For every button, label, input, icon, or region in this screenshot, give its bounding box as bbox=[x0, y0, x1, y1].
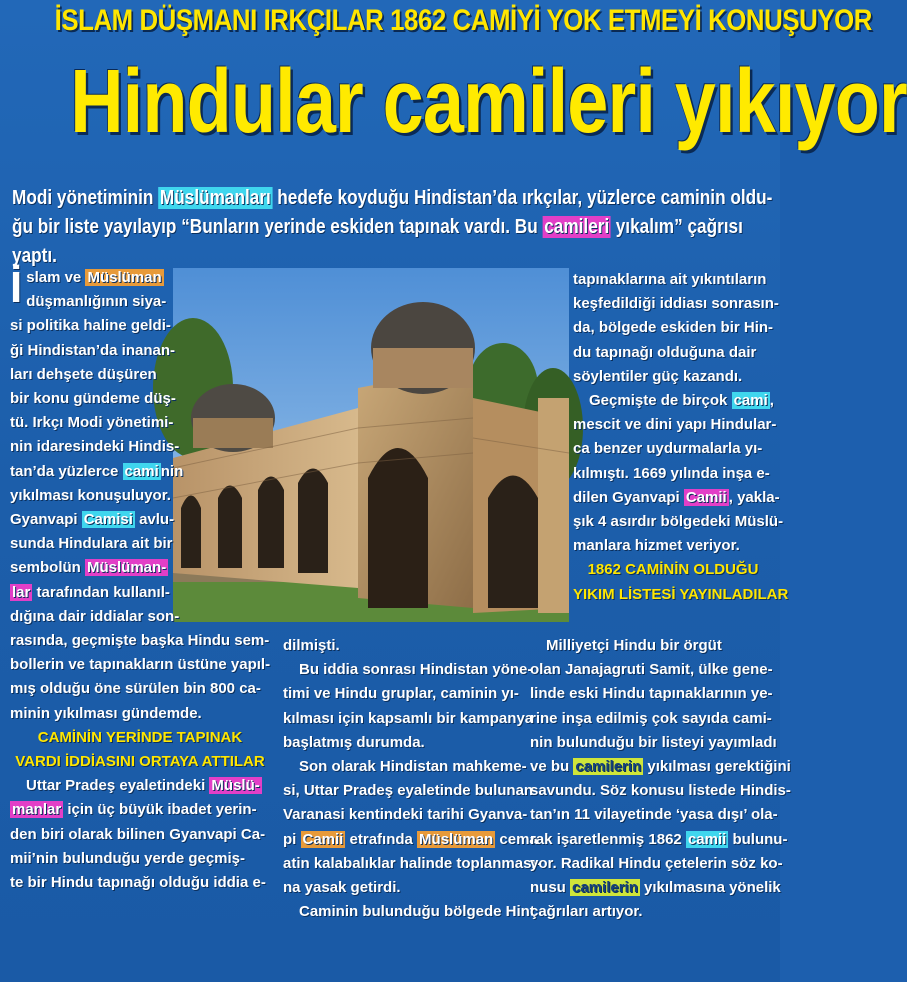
col1-line: Gyanvapi Camisi avlu- bbox=[10, 511, 175, 529]
col1-line: nin idaresindeki Hindis- bbox=[10, 438, 180, 456]
main-headline: Hindular camileri yıkıyor bbox=[70, 52, 907, 152]
subheading-2a: 1862 CAMİNİN OLDUĞU bbox=[587, 561, 759, 579]
col1-line-1: İslam ve Müslüman bbox=[10, 263, 162, 312]
col1-line: den biri olarak bilinen Gyanvapi Ca- bbox=[10, 825, 266, 843]
col1-line: Uttar Pradeş eyaletindeki Müslü- bbox=[26, 777, 260, 795]
col3-line: nusu camilerin yıkılmasına yönelik bbox=[530, 879, 781, 897]
col1-line: yıkılması konuşuluyor. bbox=[10, 486, 171, 504]
col2-line: Varanasi kentindeki tarihi Gyanva- bbox=[283, 806, 528, 824]
col3-line: çağrıları artıyor. bbox=[530, 903, 643, 921]
col1-line: manlar için üç büyük ibadet yerin- bbox=[12, 801, 257, 819]
col1-line: sunda Hindulara ait bir bbox=[10, 535, 173, 553]
col1-line: te bir Hindu tapınağı olduğu iddia e- bbox=[10, 874, 266, 892]
col1-line: rasında, geçmişte başka Hindu sem- bbox=[10, 632, 270, 649]
kicker-headline: İSLAM DÜŞMANI IRKÇILAR 1862 CAMİYİ YOK ETMEYİ KONUŞUYOR bbox=[54, 4, 872, 37]
col1-line: lar tarafından kullanıl- bbox=[12, 583, 170, 601]
lead-line-1: Modi yönetiminin Müslümanları hedefe koyduğu Hindistan’da ırkçılar, yüzlerce caminin oldu- bbox=[12, 187, 773, 209]
col3-line: olan Janajagruti Samit, ülke gene- bbox=[530, 661, 773, 679]
col3-line: dilen Gyanvapi Camii , yakla- bbox=[573, 488, 780, 506]
col1-line: si politika haline geldi- bbox=[10, 317, 171, 335]
col3-line: manlara hizmet veriyor. bbox=[573, 537, 740, 555]
column-left bbox=[10, 263, 250, 629]
col1-line: ği Hindistan’da inanan- bbox=[10, 341, 176, 359]
col3-line: keşfedildiği iddiası sonrasın- bbox=[573, 295, 779, 313]
col1-line: minin yıkılması gündemde. bbox=[10, 704, 202, 722]
column-right-lower bbox=[530, 634, 791, 924]
col3-line: şık 4 asırdır bölgedeki Müslü- bbox=[573, 513, 784, 531]
col3-line: tapınaklarına ait yıkıntıların bbox=[573, 271, 767, 288]
col3-line: savundu. Söz konusu listede Hindis- bbox=[530, 782, 791, 800]
col1-line: ları dehşete düşüren bbox=[10, 365, 157, 383]
col3-line: ca benzer uydurmalarla yı- bbox=[573, 440, 763, 458]
col2-line: pi Camii etrafında Müslüman cema- bbox=[283, 830, 543, 848]
column-left-lower bbox=[10, 629, 270, 895]
col3-line: tan’ın 11 vilayetinde ‘yasa dışı’ ola- bbox=[530, 806, 778, 824]
col3-line: söylentiler güç kazandı. bbox=[573, 367, 743, 385]
col1-line: düşmanlığının siya- bbox=[26, 293, 167, 311]
col2-line: dilmişti. bbox=[283, 637, 340, 654]
col2-line: Son olarak Hindistan mahkeme- bbox=[299, 758, 527, 776]
lead-paragraph bbox=[12, 184, 777, 271]
col3-line: rak işaretlenmiş 1862 camii bulunu- bbox=[530, 830, 788, 848]
col1-line: mii’nin bulunduğu yerde geçmiş- bbox=[10, 849, 246, 867]
col3-line: yor. Radikal Hindu çetelerin söz ko- bbox=[530, 854, 783, 872]
col1-line: bir konu gündeme düş- bbox=[10, 390, 176, 408]
lead-line-2: ğu bir liste yayılayıp “Bunların yerinde eskiden tapınak vardı. Bu camileri yıkalım” çağrısı yaptı. bbox=[12, 216, 743, 267]
col3-line: rine inşa edilmiş çok sayıda cami- bbox=[530, 709, 772, 727]
column-right bbox=[573, 268, 789, 607]
col3-line: Geçmişte de birçok cami , bbox=[589, 392, 774, 410]
col3-line: Milliyetçi Hindu bir örgüt bbox=[546, 637, 722, 654]
col3-line: kılmıştı. 1669 yılında inşa e- bbox=[573, 464, 770, 482]
col1-line: tü. Irkçı Modi yönetimi- bbox=[10, 414, 174, 432]
subheading-1b: VARDI İDDİASINI ORTAYA ATTILAR bbox=[15, 753, 265, 771]
col1-line: bollerin ve tapınakların üstüne yapıl- bbox=[10, 656, 271, 674]
col3-line: nin bulunduğu bir listeyi yayımladı bbox=[530, 733, 777, 751]
col2-line: si, Uttar Pradeş eyaletinde bulunan bbox=[283, 782, 534, 800]
col2-line: Caminin bulunduğu bölgede Hint bbox=[299, 903, 535, 921]
col1-line: dığına dair iddialar son- bbox=[10, 607, 180, 625]
col2-line: başlatmış durumda. bbox=[283, 733, 425, 751]
subheading-2b: YIKIM LİSTESİ YAYINLADILAR bbox=[573, 585, 789, 603]
subheading-1a: CAMİNİN YERİNDE TAPINAK bbox=[37, 728, 243, 746]
col2-line: atin kalabalıklar halinde toplanması- bbox=[283, 854, 541, 872]
col2-line: na yasak getirdi. bbox=[283, 879, 401, 897]
col2-line: timi ve Hindu gruplar, caminin yı- bbox=[283, 685, 519, 703]
col1-line: tan’da yüzlerce cami nin bbox=[10, 462, 184, 480]
col3-line: du tapınağı olduğuna dair bbox=[573, 343, 757, 361]
column-middle bbox=[283, 634, 543, 924]
col1-line: sembolün Müslüman- bbox=[10, 559, 167, 577]
col1-line: mış olduğu öne sürülen bin 800 ca- bbox=[10, 680, 261, 698]
col3-line: mescit ve dini yapı Hindular- bbox=[573, 416, 777, 434]
col3-line: ve bu camilerin yıkılması gerektiğini bbox=[530, 758, 791, 776]
col3-line: linde eski Hindu tapınaklarının ye- bbox=[530, 685, 773, 703]
dropcap: İ bbox=[10, 263, 23, 312]
col2-line: Bu iddia sonrası Hindistan yöne- bbox=[299, 661, 533, 679]
col2-line: kılması için kapsamlı bir kampanya bbox=[283, 709, 534, 727]
highlight-muslumanlari: Müslümanları bbox=[159, 187, 271, 209]
col3-line: da, bölgede eskiden bir Hin- bbox=[573, 319, 774, 337]
highlight-camileri: camileri bbox=[544, 216, 610, 238]
